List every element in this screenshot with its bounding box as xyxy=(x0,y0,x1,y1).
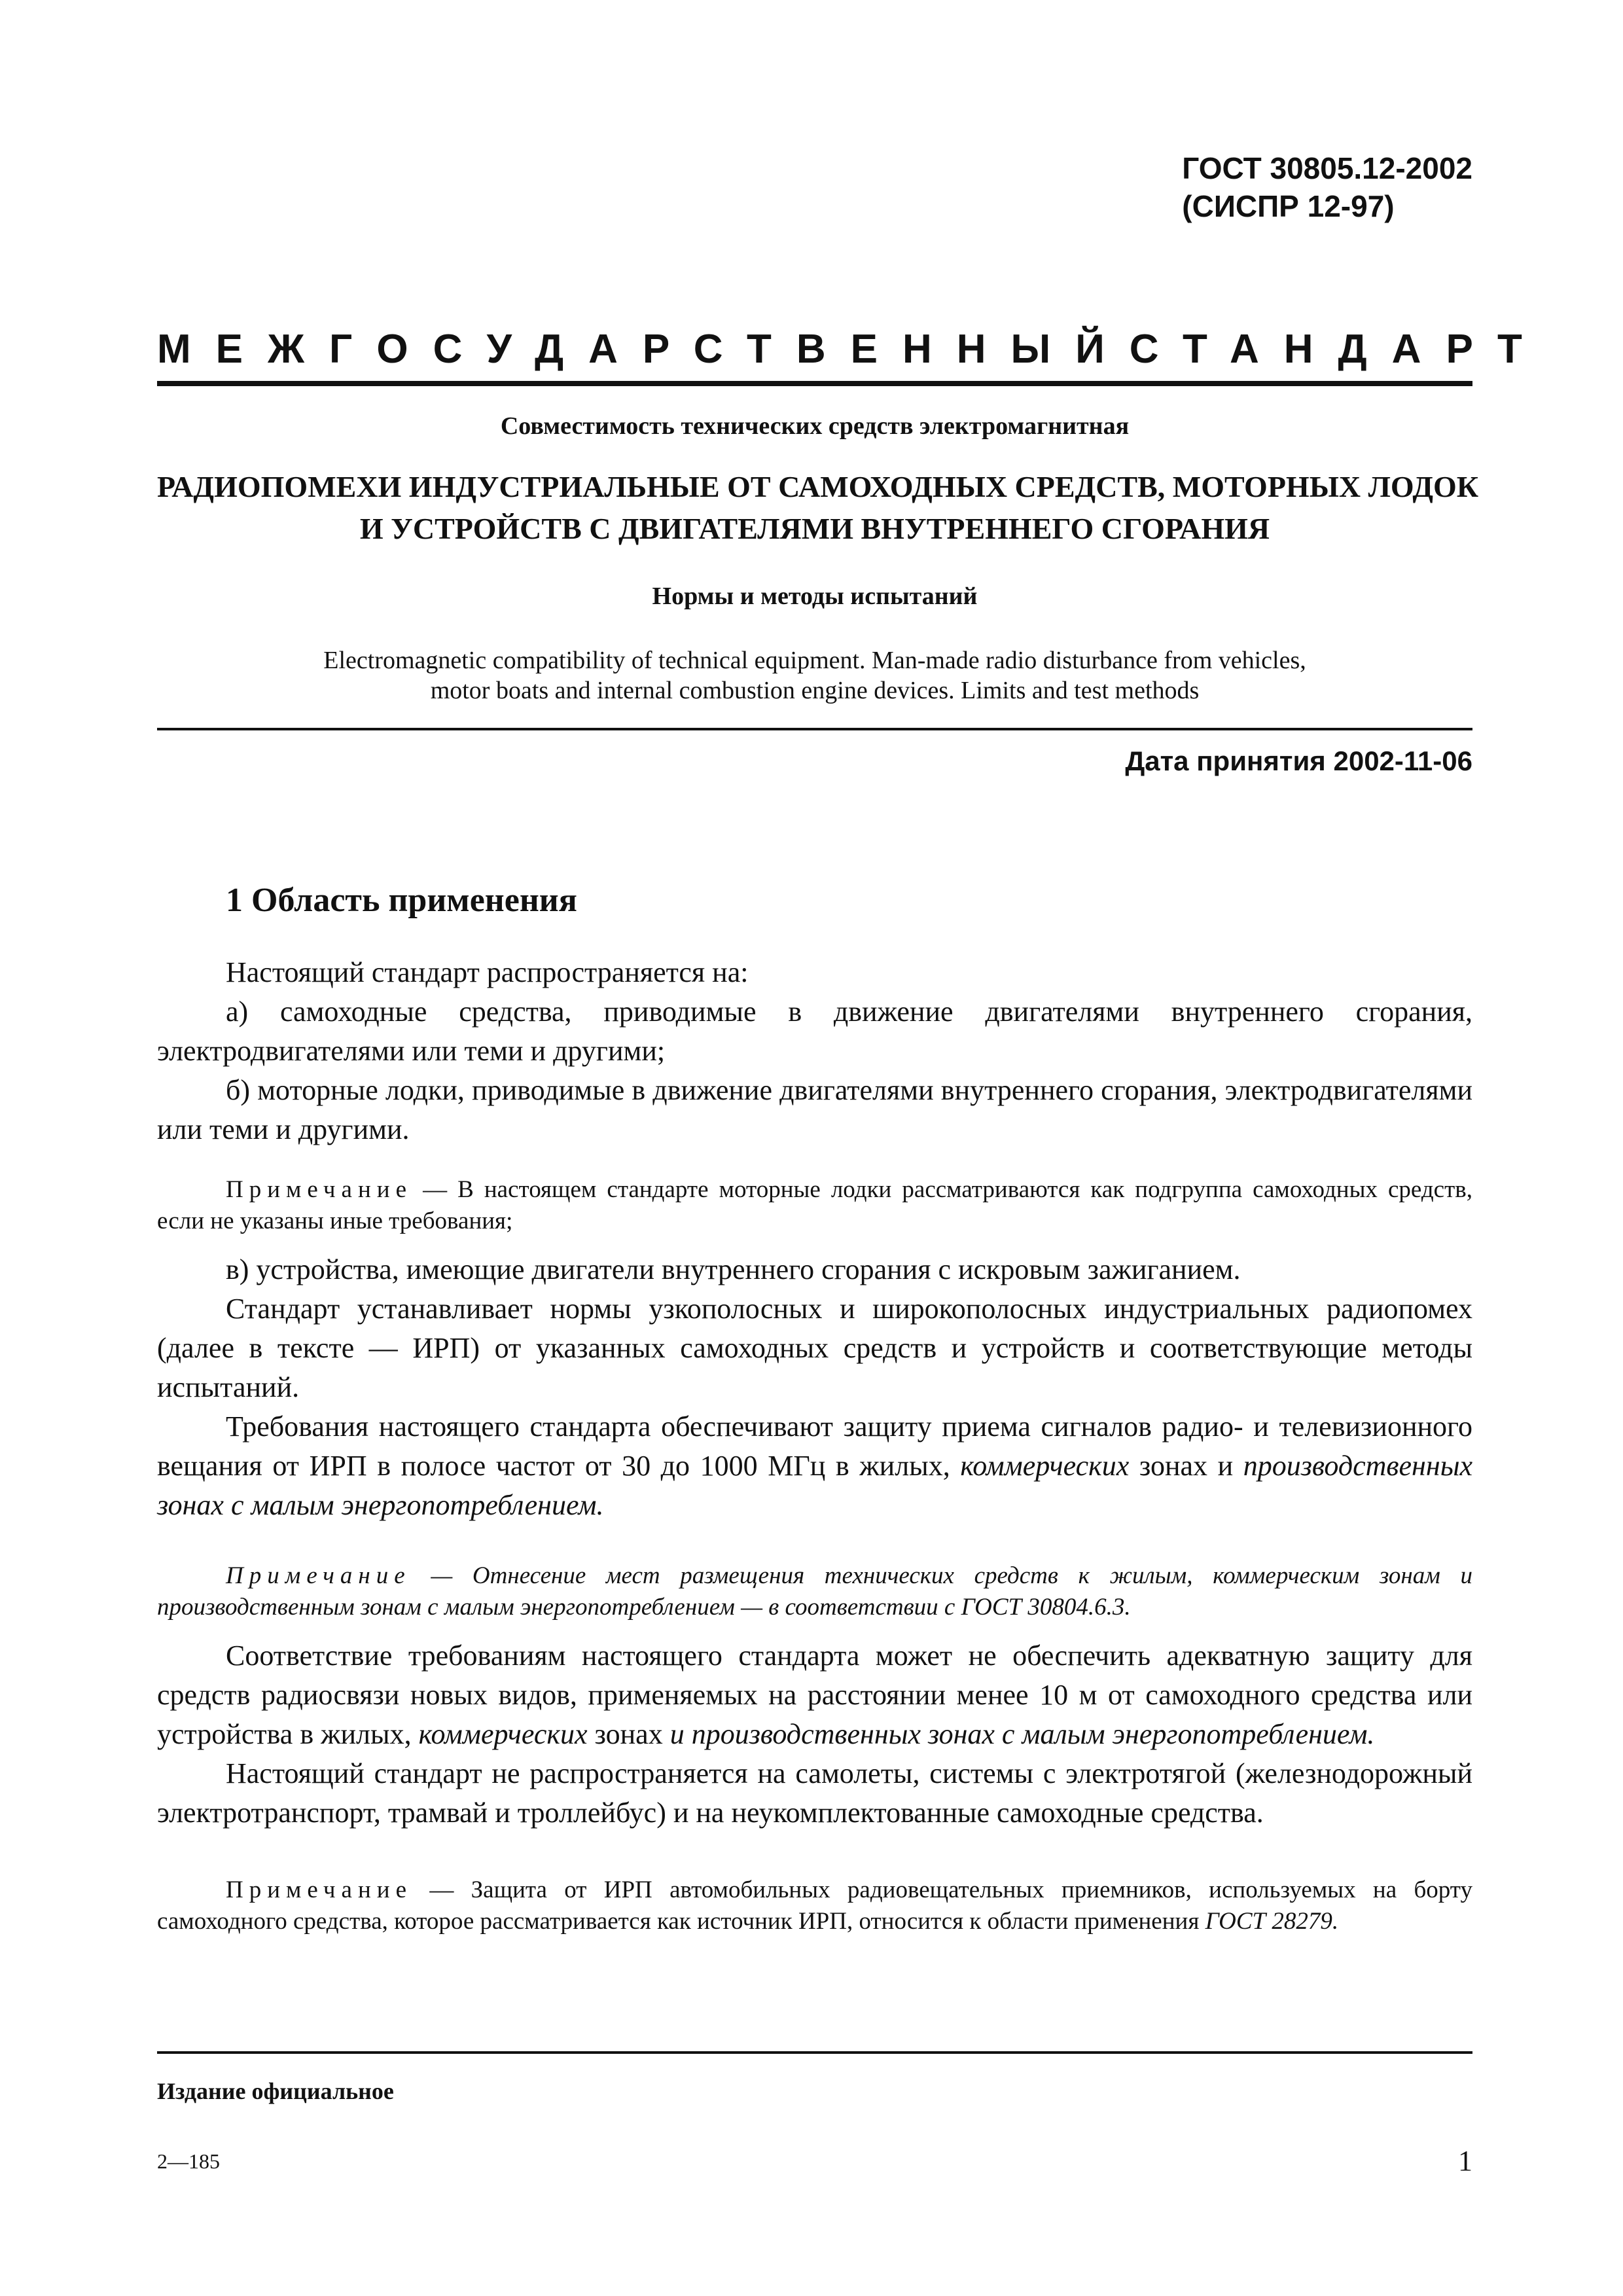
designation-number: ГОСТ 30805.12-2002 xyxy=(1182,151,1472,185)
english-title xyxy=(157,645,1472,706)
document-norms-title: Нормы и методы испытаний xyxy=(652,583,978,610)
emphasis: коммерческих xyxy=(418,1718,588,1750)
standard-type-banner xyxy=(157,326,1547,373)
note-2 xyxy=(157,1560,1472,1623)
paragraph: в) устройства, имеющие двигатели внутреннего сгорания с искровым зажиганием. xyxy=(226,1253,1241,1285)
paragraph: а) самоходные средства, приводимые в движение двигателями внутреннего сгорания, электродвигателями или теми и другими; xyxy=(157,996,1472,1067)
section-heading: 1 Область применения xyxy=(226,882,577,919)
main-title-line-2: И УСТРОЙСТВ С ДВИГАТЕЛЯМИ ВНУТРЕННЕГО СГОРАНИЯ xyxy=(359,512,1270,545)
print-code: 2—185 xyxy=(157,2149,220,2173)
title-rule xyxy=(157,728,1472,730)
note-3 xyxy=(157,1874,1472,1937)
english-title-line-1: Electromagnetic compatibility of technical equipment. Man-made radio disturbance from vehicles, xyxy=(323,647,1306,674)
paragraph: Настоящий стандарт распространяется на: xyxy=(226,956,749,988)
note-label: Примечание xyxy=(226,1562,411,1589)
note-text: — Отнесение мест размещения технических средств к жилым, коммерческим зонам и производственным зонам с малым энергопотреблением — в соответствии с ГОСТ 30804.6.3. xyxy=(157,1562,1472,1621)
scope-paragraphs-2 xyxy=(157,1250,1472,1525)
banner-word-standard: СТАНДАРТ xyxy=(1129,327,1547,372)
paragraph: Настоящий стандарт не распространяется на самолеты, системы с электротягой (железнодорожный электротранспорт, трамвай и троллейбус) и на неукомплектованные самоходные средства. xyxy=(157,1757,1472,1829)
note-text: — Защита от ИРП автомобильных радиовещательных приемников, используемых на борту самоходного средства, которое рассматривается как источник ИРП, относится к области применения xyxy=(157,1876,1472,1935)
note-label: Примечание xyxy=(226,1176,412,1203)
paragraph: Требования настоящего стандарта обеспечивают защиту приема сигналов радио- и телевизионного вещания от ИРП в полосе частот от 30 до 1000 МГц в жилых, коммерческих зонах и производственных зонах с малым энергопотреблением. xyxy=(157,1410,1473,1521)
emphasis: и производственных зонах с малым энергопотреблением. xyxy=(669,1718,1375,1750)
paragraph: Стандарт устанавливает нормы узкополосных и широкополосных индустриальных радиопомех (далее в тексте — ИРП) от указанных самоходных средств и устройств и соответствующие методы испытаний. xyxy=(157,1293,1472,1403)
document-subtitle: Совместимость технических средств электромагнитная xyxy=(500,412,1130,440)
footer-rule xyxy=(157,2051,1472,2054)
scope-paragraphs-3 xyxy=(157,1636,1472,1833)
standard-reference: ГОСТ 28279. xyxy=(1205,1908,1339,1935)
page-number: 1 xyxy=(1458,2145,1472,2177)
main-title-line-1: РАДИОПОМЕХИ ИНДУСТРИАЛЬНЫЕ ОТ САМОХОДНЫХ СРЕДСТВ, МОТОРНЫХ ЛОДОК xyxy=(157,470,1479,503)
scope-paragraphs-1 xyxy=(157,953,1472,1149)
banner-rule xyxy=(157,381,1472,386)
paragraph: б) моторные лодки, приводимые в движение двигателями внутреннего сгорания, электродвигателями или теми и другими. xyxy=(157,1074,1472,1145)
note-text: — В настоящем стандарте моторные лодки рассматриваются как подгруппа самоходных средств, если не указаны иные требования; xyxy=(157,1176,1472,1234)
note-1 xyxy=(157,1174,1472,1237)
paragraph: Соответствие требованиям настоящего стандарта может не обеспечить адекватную защиту для средств радиосвязи новых видов, применяемых на расстоянии менее 10 м от самоходного средства или устройства в жилых, коммерческих зонах и производственных зонах с малым энергопотреблением. xyxy=(157,1640,1472,1750)
note-label: Примечание xyxy=(226,1876,412,1903)
document-main-title xyxy=(157,466,1479,550)
english-title-line-2: motor boats and internal combustion engine devices. Limits and test methods xyxy=(430,677,1200,704)
standard-designation xyxy=(1182,149,1472,225)
designation-equivalent: (СИСПР 12-97) xyxy=(1182,189,1395,223)
banner-word-interstate: МЕЖГОСУДАРСТВЕННЫЙ xyxy=(157,327,1130,372)
adoption-date: Дата принятия 2002-11-06 xyxy=(1125,745,1472,776)
official-edition-label: Издание официальное xyxy=(157,2078,394,2104)
emphasis: коммерческих xyxy=(960,1450,1130,1482)
emphasis: производственных зонах с малым энергопотреблением. xyxy=(157,1450,1473,1521)
